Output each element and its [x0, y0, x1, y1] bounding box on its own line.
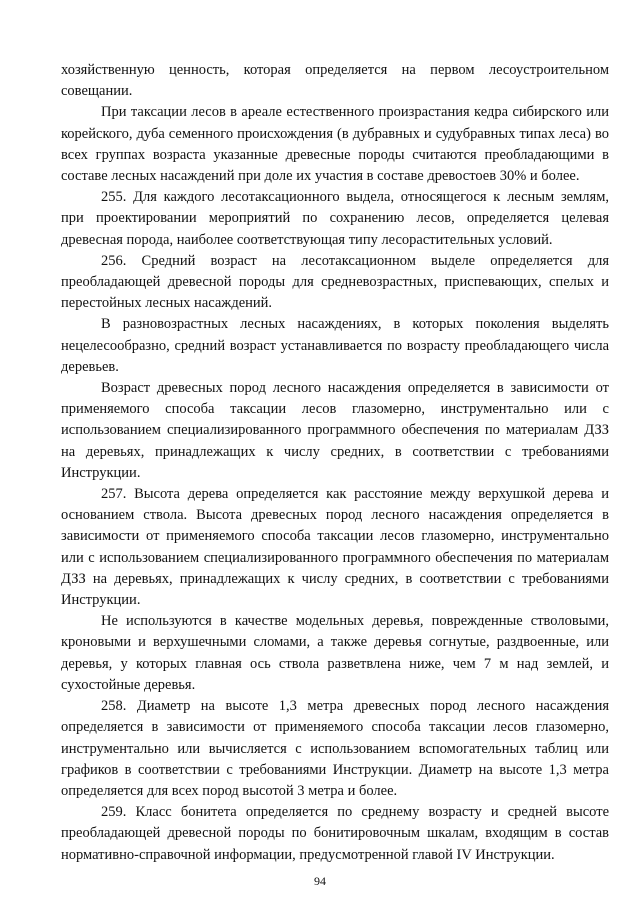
paragraph-uneven-aged-stands: В разновозрастных лесных насаждениях, в которых поколения выделять нецелесообразно, средний возраст устанавливается по возрасту преобладающего числа деревьев.	[61, 316, 609, 375]
paragraph-continuation: хозяйственную ценность, которая определяется на первом лесоустроительном совещании.	[61, 62, 609, 100]
paragraph-cedar-oak-rule: При таксации лесов в ареале естественного произрастания кедра сибирского или корейского, дуба семенного происхождения (в дубравных и судубравных типах леса) во всех группах возраста указанные древесные породы считаются преобладающими в составе лесных насаждений при доле их участия в составе древостоев 30% и более.	[61, 104, 609, 185]
paragraph-258: 258. Диаметр на высоте 1,3 метра древесных пород лесного насаждения определяется в зависимости от применяемого способа таксации лесов глазомерно, инструментально или вычисляется с использованием вспомогательных таблиц или графиков в соответствии с требованиями Инструкции. Диаметр на высоте 1,3 метра определяется для всех пород высотой 3 метра и более.	[61, 698, 609, 799]
page-number: 94	[314, 874, 326, 888]
paragraph-255: 255. Для каждого лесотаксационного выдела, относящегося к лесным землям, при проектировании мероприятий по сохранению лесов, определяется целевая древесная порода, наиболее соответствующая типу лесорастительных условий.	[61, 189, 609, 248]
paragraph-model-trees-exclusion: Не используются в качестве модельных деревья, поврежденные стволовыми, кроновыми и верхушечными сломами, а также деревья согнутые, раздвоенные, или деревья, у которых главная ось ствола разветвлена ниже, чем 7 м над землей, и сухостойные деревья.	[61, 613, 609, 693]
paragraph-257: 257. Высота дерева определяется как расстояние между верхушкой дерева и основанием ствола. Высота древесных пород лесного насаждения определяется в зависимости от применяемого способа таксации лесов глазомерно, инструментально или с использованием специализированного программного обеспечения по материалам ДЗЗ на деревьях, принадлежащих к числу средних, в соответствии с требованиями Инструкции.	[61, 486, 609, 609]
document-body	[61, 60, 609, 866]
paragraph-259: 259. Класс бонитета определяется по среднему возрасту и средней высоте преобладающей древесной породы по бонитировочным шкалам, входящим в состав нормативно-справочной информации, предусмотренной главой IV Инструкции.	[61, 804, 609, 863]
paragraph-256: 256. Средний возраст на лесотаксационном выделе определяется для преобладающей древесной породы для средневозрастных, приспевающих, спелых и перестойных лесных насаждений.	[61, 252, 609, 312]
paragraph-age-determination: Возраст древесных пород лесного насаждения определяется в зависимости от применяемого способа таксации лесов глазомерно, инструментально или с использованием специализированного программного обеспечения по материалам ДЗЗ на деревьях, принадлежащих к числу средних, в соответствии с требованиями Инструкции.	[61, 380, 609, 481]
